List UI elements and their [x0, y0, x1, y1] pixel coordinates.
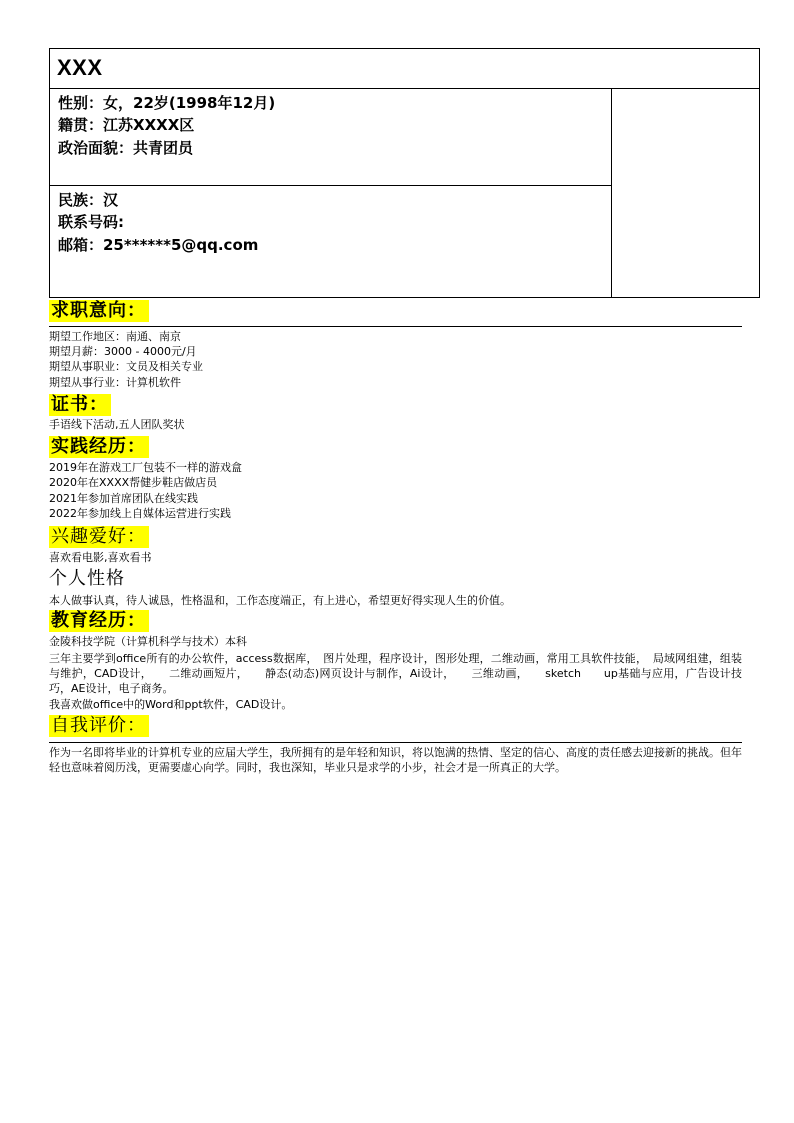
basic-info-top [50, 89, 612, 186]
basic-info-bottom [50, 186, 612, 298]
practice-item: 2021年参加首席团队在线实践 [49, 492, 198, 505]
header-table [49, 48, 760, 298]
practice-item: 2022年参加线上自媒体运营进行实践 [49, 507, 231, 520]
section-divider [49, 742, 742, 743]
section-title-self-evaluation: 自我评价： [49, 715, 149, 737]
gender-age: 性别：女，22岁(1998年12月) [58, 94, 276, 112]
expected-industry: 期望从事行业：计算机软件 [49, 376, 181, 389]
section-title-education: 教育经历： [49, 610, 149, 632]
section-title-practice: 实践经历： [49, 436, 149, 458]
expected-location: 期望工作地区：南通、南京 [49, 330, 181, 343]
self-evaluation-text: 作为一名即将毕业的计算机专业的应届大学生，我所拥有的是年轻和知识，将以饱满的热情、坚定的信心、高度的责任感去迎接新的挑战。但年轻也意味着阅历浅，更需要虚心向学。同时，我也深知，毕业只是求学的小步，社会才是一所真正的大学。 [49, 746, 742, 774]
hobby-item: 喜欢看电影,喜欢看书 [49, 551, 152, 564]
ethnicity: 民族：汉 [58, 191, 119, 209]
section-title-personality: 个人性格 [49, 568, 125, 589]
name-row [50, 49, 759, 89]
certificate-item: 手语线下活动,五人团队奖状 [49, 418, 185, 431]
expected-salary: 期望月薪：3000 - 4000元/月 [49, 345, 197, 358]
section-divider [49, 326, 742, 327]
native-place: 籍贯：江苏XXXX区 [58, 116, 195, 134]
expected-position: 期望从事职业：文员及相关专业 [49, 360, 203, 373]
political-status: 政治面貌：共青团员 [58, 139, 194, 157]
candidate-name: XXX [57, 55, 103, 80]
practice-item: 2019年在游戏工厂包装不一样的游戏盒 [49, 461, 242, 474]
section-title-job-intent: 求职意向： [49, 300, 149, 322]
photo-cell [612, 89, 759, 298]
personality-text: 本人做事认真，待人诚恳，性格温和，工作态度端正，有上进心，希望更好得实现人生的价值。 [49, 594, 511, 607]
education-preference: 我喜欢做office中的Word和ppt软件，CAD设计。 [49, 698, 293, 711]
section-title-certificates: 证书： [49, 394, 111, 416]
school-degree: 金陵科技学院（计算机科学与技术）本科 [49, 635, 247, 648]
practice-item: 2020年在XXXX帮健步鞋店做店员 [49, 476, 218, 489]
education-skills: 三年主要学到office所有的办公软件，access数据库， 图片处理，程序设计，图形处理，二维动画，常用工具软件技能， 局域网组建，组装与维护，CAD设计， 二维动画短片， 静态(动态)网页设计与制作，Ai设计， 三维动画， sketch up基础与应用，广告设计技巧，AE设计，电子商务。 [49, 652, 742, 695]
email: 邮箱：25******5@qq.com [58, 236, 259, 254]
section-title-hobbies: 兴趣爱好： [49, 526, 149, 548]
phone-number: 联系号码: [58, 213, 124, 231]
